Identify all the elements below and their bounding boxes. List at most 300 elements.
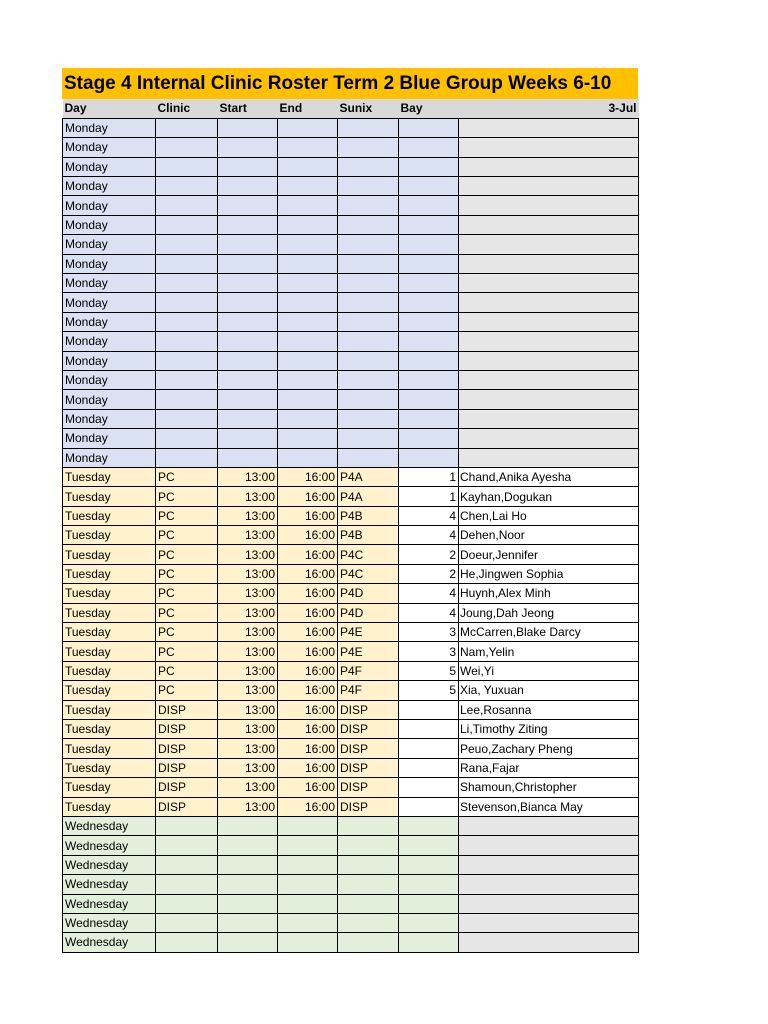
sunix-cell[interactable]: P4F: [338, 661, 399, 680]
start-time-cell[interactable]: [218, 390, 278, 409]
start-time-cell[interactable]: [218, 138, 278, 157]
start-time-cell[interactable]: [218, 215, 278, 234]
end-time-cell[interactable]: [278, 429, 338, 448]
bay-cell[interactable]: [399, 312, 459, 331]
start-time-cell[interactable]: [218, 894, 278, 913]
end-time-cell[interactable]: 16:00: [278, 720, 338, 739]
start-time-cell[interactable]: [218, 855, 278, 874]
day-cell[interactable]: Tuesday: [63, 584, 156, 603]
clinic-cell[interactable]: DISP: [156, 720, 218, 739]
sunix-cell[interactable]: [338, 409, 399, 428]
student-name-cell[interactable]: [459, 332, 639, 351]
end-time-cell[interactable]: 16:00: [278, 506, 338, 525]
end-time-cell[interactable]: [278, 235, 338, 254]
start-time-cell[interactable]: 13:00: [218, 564, 278, 583]
end-time-cell[interactable]: [278, 390, 338, 409]
end-time-cell[interactable]: [278, 332, 338, 351]
bay-cell[interactable]: 2: [399, 564, 459, 583]
end-time-cell[interactable]: [278, 875, 338, 894]
sunix-cell[interactable]: DISP: [338, 778, 399, 797]
student-name-cell[interactable]: McCarren,Blake Darcy: [459, 623, 639, 642]
end-time-cell[interactable]: 16:00: [278, 467, 338, 486]
bay-cell[interactable]: 4: [399, 526, 459, 545]
sunix-cell[interactable]: P4C: [338, 564, 399, 583]
start-time-cell[interactable]: [218, 933, 278, 952]
clinic-cell[interactable]: DISP: [156, 797, 218, 816]
start-time-cell[interactable]: [218, 409, 278, 428]
day-cell[interactable]: Monday: [63, 177, 156, 196]
day-cell[interactable]: Wednesday: [63, 875, 156, 894]
start-time-cell[interactable]: 13:00: [218, 661, 278, 680]
student-name-cell[interactable]: [459, 254, 639, 273]
start-time-cell[interactable]: [218, 157, 278, 176]
end-time-cell[interactable]: [278, 177, 338, 196]
student-name-cell[interactable]: [459, 816, 639, 835]
clinic-cell[interactable]: [156, 215, 218, 234]
sunix-cell[interactable]: [338, 836, 399, 855]
clinic-cell[interactable]: [156, 157, 218, 176]
sunix-cell[interactable]: P4A: [338, 467, 399, 486]
sunix-cell[interactable]: DISP: [338, 758, 399, 777]
clinic-cell[interactable]: DISP: [156, 739, 218, 758]
student-name-cell[interactable]: [459, 836, 639, 855]
end-time-cell[interactable]: 16:00: [278, 681, 338, 700]
clinic-cell[interactable]: [156, 254, 218, 273]
student-name-cell[interactable]: Kayhan,Dogukan: [459, 487, 639, 506]
clinic-cell[interactable]: [156, 855, 218, 874]
bay-cell[interactable]: [399, 177, 459, 196]
clinic-cell[interactable]: PC: [156, 545, 218, 564]
day-cell[interactable]: Monday: [63, 448, 156, 467]
day-cell[interactable]: Monday: [63, 332, 156, 351]
student-name-cell[interactable]: [459, 894, 639, 913]
sunix-cell[interactable]: [338, 177, 399, 196]
bay-cell[interactable]: [399, 332, 459, 351]
end-time-cell[interactable]: 16:00: [278, 700, 338, 719]
student-name-cell[interactable]: [459, 274, 639, 293]
end-time-cell[interactable]: 16:00: [278, 526, 338, 545]
sunix-cell[interactable]: P4D: [338, 584, 399, 603]
bay-cell[interactable]: [399, 855, 459, 874]
bay-cell[interactable]: [399, 797, 459, 816]
student-name-cell[interactable]: [459, 312, 639, 331]
end-time-cell[interactable]: [278, 933, 338, 952]
clinic-cell[interactable]: PC: [156, 661, 218, 680]
day-cell[interactable]: Monday: [63, 312, 156, 331]
sunix-cell[interactable]: [338, 312, 399, 331]
end-time-cell[interactable]: [278, 138, 338, 157]
day-cell[interactable]: Wednesday: [63, 933, 156, 952]
start-time-cell[interactable]: 13:00: [218, 778, 278, 797]
start-time-cell[interactable]: 13:00: [218, 642, 278, 661]
end-time-cell[interactable]: [278, 913, 338, 932]
student-name-cell[interactable]: Shamoun,Christopher: [459, 778, 639, 797]
start-time-cell[interactable]: [218, 875, 278, 894]
student-name-cell[interactable]: [459, 390, 639, 409]
bay-cell[interactable]: 4: [399, 603, 459, 622]
clinic-cell[interactable]: PC: [156, 564, 218, 583]
start-time-cell[interactable]: 13:00: [218, 467, 278, 486]
student-name-cell[interactable]: [459, 448, 639, 467]
clinic-cell[interactable]: PC: [156, 603, 218, 622]
clinic-cell[interactable]: [156, 390, 218, 409]
end-time-cell[interactable]: [278, 293, 338, 312]
clinic-cell[interactable]: [156, 875, 218, 894]
day-cell[interactable]: Tuesday: [63, 758, 156, 777]
sunix-cell[interactable]: [338, 390, 399, 409]
end-time-cell[interactable]: [278, 409, 338, 428]
end-time-cell[interactable]: [278, 448, 338, 467]
student-name-cell[interactable]: [459, 138, 639, 157]
sunix-cell[interactable]: P4D: [338, 603, 399, 622]
student-name-cell[interactable]: Doeur,Jennifer: [459, 545, 639, 564]
end-time-cell[interactable]: 16:00: [278, 603, 338, 622]
day-cell[interactable]: Tuesday: [63, 467, 156, 486]
start-time-cell[interactable]: 13:00: [218, 584, 278, 603]
bay-cell[interactable]: [399, 390, 459, 409]
student-name-cell[interactable]: Xia, Yuxuan: [459, 681, 639, 700]
student-name-cell[interactable]: [459, 351, 639, 370]
end-time-cell[interactable]: [278, 855, 338, 874]
bay-cell[interactable]: [399, 254, 459, 273]
end-time-cell[interactable]: [278, 254, 338, 273]
clinic-cell[interactable]: PC: [156, 642, 218, 661]
sunix-cell[interactable]: P4A: [338, 487, 399, 506]
day-cell[interactable]: Monday: [63, 157, 156, 176]
day-cell[interactable]: Tuesday: [63, 661, 156, 680]
student-name-cell[interactable]: Lee,Rosanna: [459, 700, 639, 719]
sunix-cell[interactable]: P4F: [338, 681, 399, 700]
day-cell[interactable]: Tuesday: [63, 778, 156, 797]
sunix-cell[interactable]: [338, 196, 399, 215]
clinic-cell[interactable]: [156, 312, 218, 331]
start-time-cell[interactable]: [218, 429, 278, 448]
clinic-cell[interactable]: [156, 816, 218, 835]
end-time-cell[interactable]: [278, 312, 338, 331]
bay-cell[interactable]: [399, 429, 459, 448]
clinic-cell[interactable]: [156, 177, 218, 196]
bay-cell[interactable]: [399, 370, 459, 389]
day-cell[interactable]: Monday: [63, 215, 156, 234]
start-time-cell[interactable]: [218, 370, 278, 389]
bay-cell[interactable]: [399, 138, 459, 157]
day-cell[interactable]: Wednesday: [63, 836, 156, 855]
student-name-cell[interactable]: Dehen,Noor: [459, 526, 639, 545]
day-cell[interactable]: Tuesday: [63, 681, 156, 700]
clinic-cell[interactable]: [156, 913, 218, 932]
sunix-cell[interactable]: [338, 816, 399, 835]
bay-cell[interactable]: [399, 351, 459, 370]
start-time-cell[interactable]: [218, 913, 278, 932]
day-cell[interactable]: Tuesday: [63, 506, 156, 525]
start-time-cell[interactable]: 13:00: [218, 797, 278, 816]
bay-cell[interactable]: 5: [399, 661, 459, 680]
bay-cell[interactable]: [399, 700, 459, 719]
sunix-cell[interactable]: DISP: [338, 739, 399, 758]
sunix-cell[interactable]: [338, 254, 399, 273]
start-time-cell[interactable]: [218, 293, 278, 312]
start-time-cell[interactable]: [218, 332, 278, 351]
clinic-cell[interactable]: DISP: [156, 758, 218, 777]
clinic-cell[interactable]: DISP: [156, 700, 218, 719]
bay-cell[interactable]: [399, 293, 459, 312]
sunix-cell[interactable]: [338, 913, 399, 932]
student-name-cell[interactable]: [459, 177, 639, 196]
start-time-cell[interactable]: [218, 836, 278, 855]
day-cell[interactable]: Monday: [63, 351, 156, 370]
end-time-cell[interactable]: 16:00: [278, 661, 338, 680]
sunix-cell[interactable]: P4E: [338, 623, 399, 642]
student-name-cell[interactable]: [459, 196, 639, 215]
start-time-cell[interactable]: 13:00: [218, 623, 278, 642]
sunix-cell[interactable]: P4C: [338, 545, 399, 564]
sunix-cell[interactable]: P4B: [338, 506, 399, 525]
sunix-cell[interactable]: [338, 293, 399, 312]
student-name-cell[interactable]: Stevenson,Bianca May: [459, 797, 639, 816]
end-time-cell[interactable]: 16:00: [278, 797, 338, 816]
student-name-cell[interactable]: Huynh,Alex Minh: [459, 584, 639, 603]
sunix-cell[interactable]: [338, 138, 399, 157]
sunix-cell[interactable]: DISP: [338, 797, 399, 816]
day-cell[interactable]: Monday: [63, 118, 156, 137]
student-name-cell[interactable]: [459, 933, 639, 952]
bay-cell[interactable]: [399, 196, 459, 215]
student-name-cell[interactable]: Wei,Yi: [459, 661, 639, 680]
bay-cell[interactable]: [399, 894, 459, 913]
end-time-cell[interactable]: 16:00: [278, 642, 338, 661]
bay-cell[interactable]: 2: [399, 545, 459, 564]
day-cell[interactable]: Wednesday: [63, 855, 156, 874]
bay-cell[interactable]: [399, 778, 459, 797]
end-time-cell[interactable]: 16:00: [278, 758, 338, 777]
end-time-cell[interactable]: [278, 894, 338, 913]
bay-cell[interactable]: 1: [399, 467, 459, 486]
clinic-cell[interactable]: PC: [156, 467, 218, 486]
clinic-cell[interactable]: DISP: [156, 778, 218, 797]
start-time-cell[interactable]: [218, 235, 278, 254]
day-cell[interactable]: Monday: [63, 370, 156, 389]
sunix-cell[interactable]: [338, 215, 399, 234]
end-time-cell[interactable]: [278, 816, 338, 835]
student-name-cell[interactable]: Joung,Dah Jeong: [459, 603, 639, 622]
bay-cell[interactable]: 1: [399, 487, 459, 506]
sunix-cell[interactable]: [338, 332, 399, 351]
sunix-cell[interactable]: P4E: [338, 642, 399, 661]
sunix-cell[interactable]: [338, 235, 399, 254]
clinic-cell[interactable]: PC: [156, 681, 218, 700]
start-time-cell[interactable]: [218, 196, 278, 215]
start-time-cell[interactable]: 13:00: [218, 487, 278, 506]
day-cell[interactable]: Tuesday: [63, 603, 156, 622]
bay-cell[interactable]: 5: [399, 681, 459, 700]
day-cell[interactable]: Tuesday: [63, 526, 156, 545]
sunix-cell[interactable]: [338, 429, 399, 448]
start-time-cell[interactable]: [218, 816, 278, 835]
end-time-cell[interactable]: 16:00: [278, 564, 338, 583]
clinic-cell[interactable]: [156, 370, 218, 389]
bay-cell[interactable]: [399, 913, 459, 932]
day-cell[interactable]: Monday: [63, 138, 156, 157]
day-cell[interactable]: Wednesday: [63, 816, 156, 835]
bay-cell[interactable]: [399, 118, 459, 137]
clinic-cell[interactable]: [156, 293, 218, 312]
sunix-cell[interactable]: [338, 351, 399, 370]
day-cell[interactable]: Tuesday: [63, 487, 156, 506]
bay-cell[interactable]: [399, 758, 459, 777]
bay-cell[interactable]: [399, 157, 459, 176]
end-time-cell[interactable]: [278, 370, 338, 389]
start-time-cell[interactable]: 13:00: [218, 700, 278, 719]
student-name-cell[interactable]: Rana,Fajar: [459, 758, 639, 777]
end-time-cell[interactable]: [278, 836, 338, 855]
sunix-cell[interactable]: [338, 894, 399, 913]
start-time-cell[interactable]: [218, 177, 278, 196]
bay-cell[interactable]: [399, 836, 459, 855]
day-cell[interactable]: Tuesday: [63, 564, 156, 583]
end-time-cell[interactable]: [278, 118, 338, 137]
day-cell[interactable]: Monday: [63, 293, 156, 312]
day-cell[interactable]: Tuesday: [63, 545, 156, 564]
end-time-cell[interactable]: 16:00: [278, 487, 338, 506]
start-time-cell[interactable]: 13:00: [218, 758, 278, 777]
end-time-cell[interactable]: 16:00: [278, 778, 338, 797]
day-cell[interactable]: Wednesday: [63, 913, 156, 932]
start-time-cell[interactable]: [218, 312, 278, 331]
student-name-cell[interactable]: Peuo,Zachary Pheng: [459, 739, 639, 758]
student-name-cell[interactable]: Li,Timothy Ziting: [459, 720, 639, 739]
day-cell[interactable]: Tuesday: [63, 739, 156, 758]
start-time-cell[interactable]: 13:00: [218, 720, 278, 739]
clinic-cell[interactable]: [156, 118, 218, 137]
clinic-cell[interactable]: [156, 235, 218, 254]
clinic-cell[interactable]: [156, 933, 218, 952]
day-cell[interactable]: Monday: [63, 274, 156, 293]
end-time-cell[interactable]: 16:00: [278, 545, 338, 564]
student-name-cell[interactable]: [459, 215, 639, 234]
student-name-cell[interactable]: Nam,Yelin: [459, 642, 639, 661]
sunix-cell[interactable]: [338, 370, 399, 389]
sunix-cell[interactable]: [338, 118, 399, 137]
sunix-cell[interactable]: [338, 855, 399, 874]
student-name-cell[interactable]: [459, 118, 639, 137]
bay-cell[interactable]: [399, 409, 459, 428]
bay-cell[interactable]: [399, 816, 459, 835]
student-name-cell[interactable]: [459, 157, 639, 176]
day-cell[interactable]: Monday: [63, 429, 156, 448]
end-time-cell[interactable]: [278, 215, 338, 234]
end-time-cell[interactable]: [278, 157, 338, 176]
clinic-cell[interactable]: [156, 409, 218, 428]
bay-cell[interactable]: 4: [399, 584, 459, 603]
clinic-cell[interactable]: [156, 894, 218, 913]
student-name-cell[interactable]: [459, 429, 639, 448]
clinic-cell[interactable]: [156, 138, 218, 157]
end-time-cell[interactable]: [278, 351, 338, 370]
start-time-cell[interactable]: [218, 351, 278, 370]
student-name-cell[interactable]: [459, 235, 639, 254]
start-time-cell[interactable]: 13:00: [218, 526, 278, 545]
end-time-cell[interactable]: 16:00: [278, 739, 338, 758]
start-time-cell[interactable]: [218, 274, 278, 293]
bay-cell[interactable]: 3: [399, 642, 459, 661]
clinic-cell[interactable]: [156, 836, 218, 855]
sunix-cell[interactable]: [338, 274, 399, 293]
bay-cell[interactable]: [399, 235, 459, 254]
clinic-cell[interactable]: [156, 332, 218, 351]
student-name-cell[interactable]: [459, 293, 639, 312]
bay-cell[interactable]: [399, 274, 459, 293]
student-name-cell[interactable]: He,Jingwen Sophia: [459, 564, 639, 583]
bay-cell[interactable]: [399, 720, 459, 739]
clinic-cell[interactable]: [156, 429, 218, 448]
day-cell[interactable]: Monday: [63, 235, 156, 254]
end-time-cell[interactable]: [278, 196, 338, 215]
clinic-cell[interactable]: PC: [156, 526, 218, 545]
sunix-cell[interactable]: [338, 933, 399, 952]
bay-cell[interactable]: 4: [399, 506, 459, 525]
student-name-cell[interactable]: [459, 875, 639, 894]
day-cell[interactable]: Tuesday: [63, 797, 156, 816]
sunix-cell[interactable]: [338, 875, 399, 894]
clinic-cell[interactable]: PC: [156, 487, 218, 506]
start-time-cell[interactable]: [218, 448, 278, 467]
end-time-cell[interactable]: 16:00: [278, 584, 338, 603]
student-name-cell[interactable]: Chand,Anika Ayesha: [459, 467, 639, 486]
clinic-cell[interactable]: [156, 274, 218, 293]
student-name-cell[interactable]: Chen,Lai Ho: [459, 506, 639, 525]
day-cell[interactable]: Monday: [63, 409, 156, 428]
day-cell[interactable]: Tuesday: [63, 720, 156, 739]
bay-cell[interactable]: [399, 215, 459, 234]
day-cell[interactable]: Monday: [63, 254, 156, 273]
bay-cell[interactable]: 3: [399, 623, 459, 642]
day-cell[interactable]: Tuesday: [63, 642, 156, 661]
day-cell[interactable]: Monday: [63, 196, 156, 215]
start-time-cell[interactable]: 13:00: [218, 739, 278, 758]
clinic-cell[interactable]: PC: [156, 623, 218, 642]
start-time-cell[interactable]: 13:00: [218, 545, 278, 564]
sunix-cell[interactable]: DISP: [338, 700, 399, 719]
sunix-cell[interactable]: [338, 448, 399, 467]
end-time-cell[interactable]: 16:00: [278, 623, 338, 642]
clinic-cell[interactable]: [156, 351, 218, 370]
bay-cell[interactable]: [399, 739, 459, 758]
day-cell[interactable]: Tuesday: [63, 623, 156, 642]
start-time-cell[interactable]: [218, 254, 278, 273]
clinic-cell[interactable]: [156, 196, 218, 215]
clinic-cell[interactable]: PC: [156, 506, 218, 525]
clinic-cell[interactable]: [156, 448, 218, 467]
start-time-cell[interactable]: 13:00: [218, 603, 278, 622]
student-name-cell[interactable]: [459, 913, 639, 932]
bay-cell[interactable]: [399, 933, 459, 952]
bay-cell[interactable]: [399, 875, 459, 894]
day-cell[interactable]: Tuesday: [63, 700, 156, 719]
student-name-cell[interactable]: [459, 370, 639, 389]
bay-cell[interactable]: [399, 448, 459, 467]
start-time-cell[interactable]: 13:00: [218, 681, 278, 700]
day-cell[interactable]: Wednesday: [63, 894, 156, 913]
student-name-cell[interactable]: [459, 855, 639, 874]
clinic-cell[interactable]: PC: [156, 584, 218, 603]
sunix-cell[interactable]: P4B: [338, 526, 399, 545]
start-time-cell[interactable]: 13:00: [218, 506, 278, 525]
student-name-cell[interactable]: [459, 409, 639, 428]
sunix-cell[interactable]: DISP: [338, 720, 399, 739]
end-time-cell[interactable]: [278, 274, 338, 293]
sunix-cell[interactable]: [338, 157, 399, 176]
day-cell[interactable]: Monday: [63, 390, 156, 409]
